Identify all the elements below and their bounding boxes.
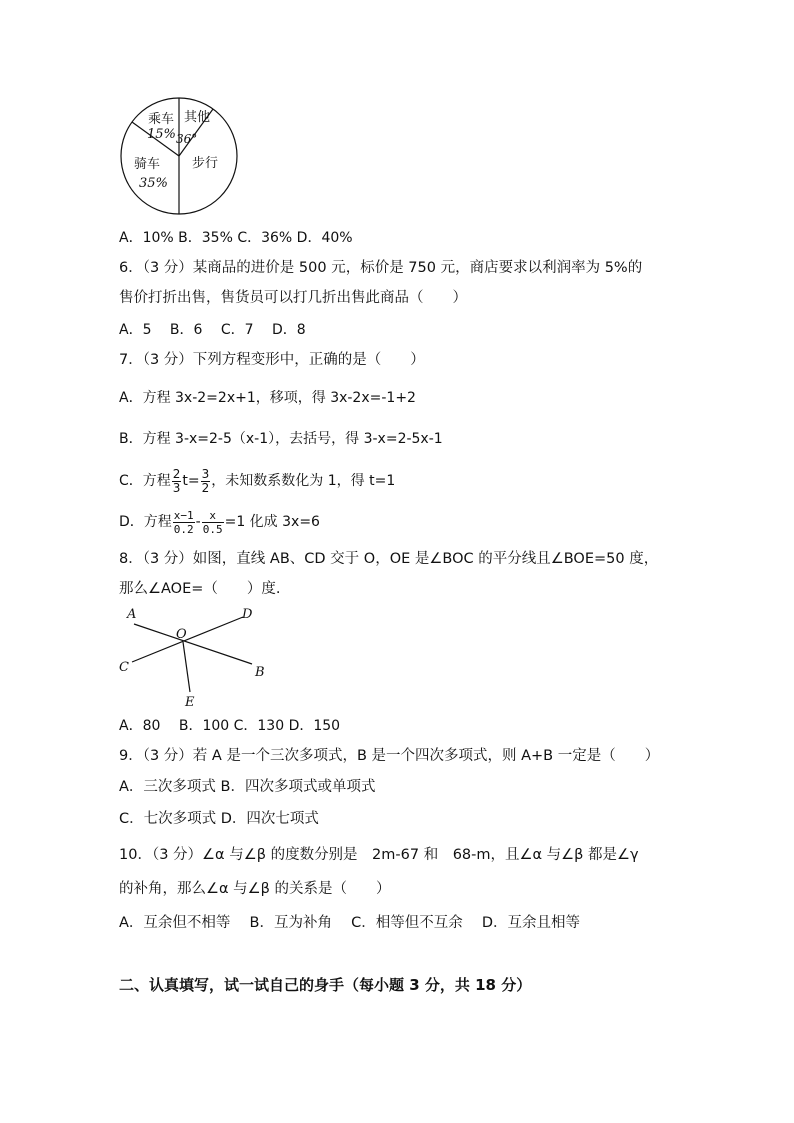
q7-d-suffix: =1 化成 3x=6 bbox=[224, 514, 320, 530]
q7-option-b: B．方程 3-x=2-5（x-1），去括号，得 3-x=2-5x-1 bbox=[119, 431, 443, 447]
q9-options-2: C．七次多项式 D．四次七项式 bbox=[119, 811, 319, 827]
q6-line2: 售价打折出售，售货员可以打几折出售此商品（ ） bbox=[119, 290, 467, 306]
label-B: B bbox=[255, 665, 265, 680]
q7-c-prefix: C．方程 bbox=[119, 473, 171, 489]
q6-line1: 6．（3 分）某商品的进价是 500 元，标价是 750 元，商店要求以利润率为 5%的 bbox=[119, 260, 643, 276]
q7-c-frac1-num: 2 bbox=[172, 466, 181, 481]
q7-d-prefix: D．方程 bbox=[119, 514, 172, 530]
q9-options-1: A．三次多项式 B．四次多项式或单项式 bbox=[119, 779, 376, 795]
pie-pct-ride: 15% bbox=[147, 127, 176, 142]
q7-option-d bbox=[119, 507, 320, 537]
q10-options: A．互余但不相等 B．互为补角 C．相等但不互余 D．互余且相等 bbox=[119, 915, 580, 931]
pie-label-other: 其他 bbox=[184, 110, 211, 125]
label-O: O bbox=[176, 627, 187, 642]
label-D: D bbox=[242, 607, 253, 622]
q7-d-fraction-1 bbox=[173, 509, 195, 536]
q10-line2: 的补角，那么∠α 与∠β 的关系是（ ） bbox=[119, 881, 391, 897]
q7-option-a: A．方程 3x-2=2x+1，移项，得 3x-2x=-1+2 bbox=[119, 390, 416, 406]
q7-d-frac1-num: x−1 bbox=[173, 508, 194, 522]
section-2-heading: 二、认真填写，试一试自己的身手（每小题 3 分，共 18 分） bbox=[119, 976, 532, 994]
pie-label-ride: 乘车 bbox=[148, 112, 175, 127]
q8-options: A．80 B．100 C．130 D．150 bbox=[119, 718, 341, 734]
q7-c-mid: t= bbox=[182, 473, 200, 489]
label-E: E bbox=[185, 695, 195, 710]
q7-c-frac2-den: 2 bbox=[201, 480, 210, 495]
q7-c-fraction-1 bbox=[172, 468, 182, 495]
q7-d-fraction-2 bbox=[202, 509, 224, 536]
q8-geometry-figure bbox=[112, 604, 272, 710]
line-AB bbox=[134, 624, 252, 664]
q7-option-c bbox=[119, 466, 395, 496]
q10-line1: 10．（3 分）∠α 与∠β 的度数分别是 2m-67 和 68-m，且∠α 与∠β 都是∠γ bbox=[119, 847, 639, 863]
q7-d-frac1-den: 0.2 bbox=[173, 522, 194, 536]
q8-line1: 8．（3 分）如图，直线 AB、CD 交于 O，OE 是∠BOC 的平分线且∠BOE=50 度， bbox=[119, 551, 659, 567]
pie-chart-figure bbox=[118, 95, 244, 219]
label-A: A bbox=[127, 607, 137, 622]
q7-stem: 7．（3 分）下列方程变形中，正确的是（ ） bbox=[119, 352, 425, 368]
q7-c-suffix: ，未知数系数化为 1，得 t=1 bbox=[211, 473, 396, 489]
label-C: C bbox=[119, 660, 129, 675]
q7-d-frac2-den: 0.5 bbox=[202, 522, 223, 536]
q7-d-frac2-num: x bbox=[202, 509, 224, 523]
q7-d-minus: - bbox=[195, 514, 201, 530]
q7-c-fraction-2 bbox=[201, 468, 211, 495]
q9-stem: 9．（3 分）若 A 是一个三次多项式，B 是一个四次多项式，则 A+B 一定是（ ） bbox=[119, 748, 660, 764]
q8-line2: 那么∠AOE=（ ）度. bbox=[119, 581, 281, 597]
pie-angle-other: 36° bbox=[176, 132, 198, 146]
ray-OE bbox=[183, 642, 190, 692]
q7-c-frac2-num: 3 bbox=[201, 466, 210, 481]
pie-label-walk: 步行 bbox=[192, 156, 219, 171]
pie-pct-bike: 35% bbox=[139, 176, 168, 191]
q6-options: A．5 B．6 C．7 D．8 bbox=[119, 322, 306, 338]
q7-c-frac1-den: 3 bbox=[172, 480, 181, 495]
pie-label-bike: 骑车 bbox=[134, 157, 161, 172]
q5-options: A．10% B．35% C．36% D．40% bbox=[119, 230, 353, 246]
